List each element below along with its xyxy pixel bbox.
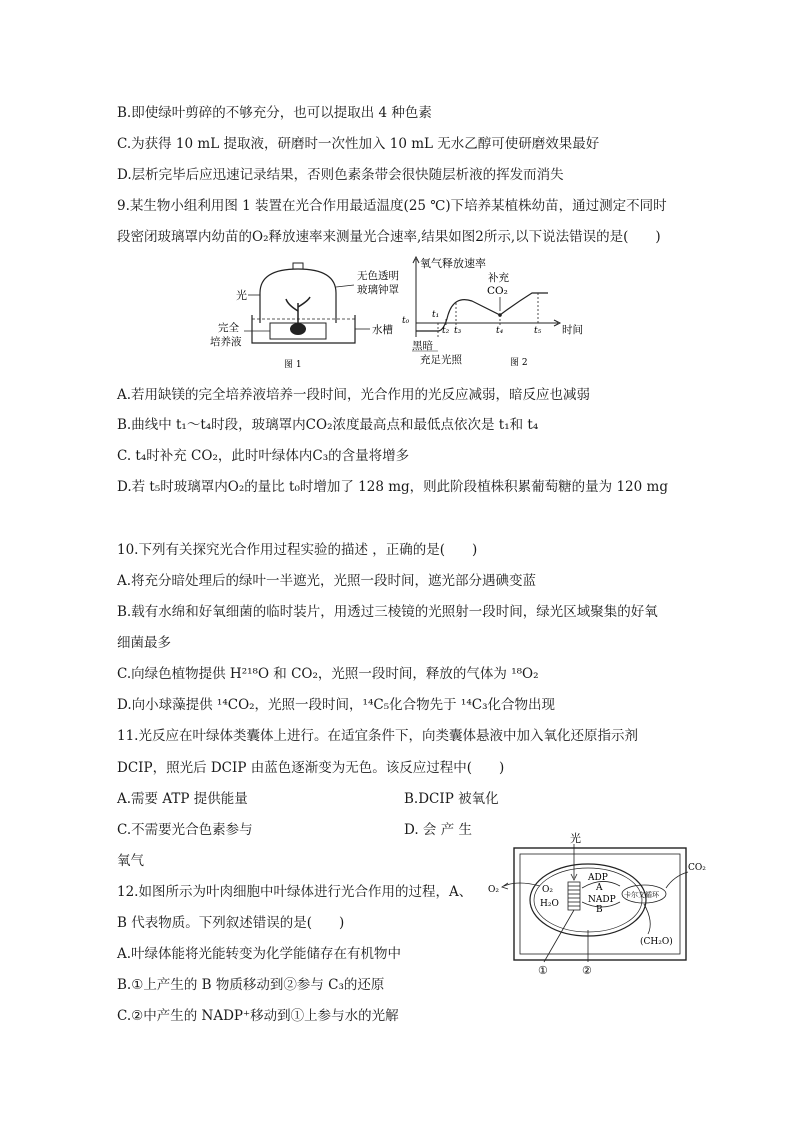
q9-stem-line1: 9.某生物小组利用图 1 装置在光合作用最适温度(25 ℃)下培养某植株幼苗，通过测定不同时 [117,198,667,214]
q10-option-a: A.将充分暗处理后的绿叶一半遮光，光照一段时间，遮光部分遇碘变蓝 [117,573,537,589]
diagram-o2-out-label: O₂ [488,885,499,895]
diagram-a-label: A [596,883,603,893]
fig2-y-axis-label: 氧气释放速率 [420,257,486,270]
q12-stem-line2: B 代表物质。下列叙述错误的是( ) [117,915,345,931]
diagram-marker-2: ② [582,964,592,977]
diagram-calvin-cycle-label: 卡尔文循环 [624,891,659,899]
fig1-cover-label-1: 无色透明 [357,270,399,282]
diagram-co2-label: CO₂ [688,863,706,873]
q8-option-c: C.为获得 10 mL 提取液，研磨时一次性加入 10 mL 无水乙醇可使研磨效果最好 [117,136,600,152]
fig1-nutrient-label-2: 培养液 [210,336,242,348]
fig2-co2-label-2: CO₂ [487,285,508,297]
q8-option-d: D.层析完毕后应迅速记录结果，否则色素条带会很快随层析液的挥发而消失 [117,167,564,183]
q10-option-c: C.向绿色植物提供 H²¹⁸O 和 CO₂，光照一段时间，释放的气体为 ¹⁸O₂ [117,666,539,682]
fig2-t1-label: t₁ [432,310,440,320]
q11-stem-line2: DCIP，照光后 DCIP 由蓝色逐渐变为无色。该反应过程中( ) [117,760,505,776]
q12-stem-line1: 12.如图所示为叶肉细胞中叶绿体进行光合作用的过程，A、 [117,884,473,900]
q10-stem: 10.下列有关探究光合作用过程实验的描述 ，正确的是( ) [117,542,478,558]
q12-chloroplast-diagram [484,830,716,980]
diagram-light-label: 光 [570,832,581,845]
fig1-light-label: 光 [236,289,247,302]
q11-option-a: A.需要 ATP 提供能量 [117,791,248,807]
q9-option-b: B.曲线中 t₁～t₄时段，玻璃罩内CO₂浓度最高点和最低点依次是 t₁和 t₄ [117,417,539,433]
fig2-light-label: 充足光照 [420,354,462,366]
q11-option-d-continued: 氧气 [117,853,144,869]
fig2-caption: 图 2 [510,358,528,368]
q10-option-d: D.向小球藻提供 ¹⁴CO₂，光照一段时间，¹⁴C₅化合物先于 ¹⁴C₃化合物出现 [117,697,555,713]
fig2-t4-label: t₄ [496,326,504,336]
q12-option-a: A.叶绿体能将光能转变为化学能储存在有机物中 [117,946,402,962]
fig1-caption: 图 1 [284,360,302,370]
q12-option-c: C.②中产生的 NADP⁺移动到①上参与水的光解 [117,1008,399,1024]
fig2-x-axis-label: 时间 [562,324,583,336]
fig2-co2-label-1: 补充 [488,272,509,284]
q8-option-b: B.即使绿叶剪碎的不够充分，也可以提取出 4 种色素 [117,105,432,121]
diagram-ch2o-label: (CH₂O) [640,937,673,947]
q9-option-c: C. t₄时补充 CO₂，此时叶绿体内C₃的含量将增多 [117,448,410,464]
fig1-cover-label-2: 玻璃钟罩 [357,284,399,296]
fig2-t5-label: t₅ [534,326,542,336]
fig2-t3-label: t₃ [454,326,462,336]
q10-option-b-line2: 细菌最多 [117,635,171,651]
q11-option-c: C.不需要光合色素参与 [117,822,253,838]
q9-figure-2 [398,253,598,373]
diagram-h2o-label: H₂O [540,899,559,909]
fig2-t2-label: t₂ [442,326,450,336]
q9-option-d: D.若 t₅时玻璃罩内O₂的量比 t₀时增加了 128 mg，则此阶段植株积累葡萄糖的量为 120 mg [117,479,668,495]
q11-option-d: D. 会 产 生 [404,822,473,838]
q12-option-b: B.①上产生的 B 物质移动到②参与 C₃的还原 [117,977,385,993]
fig2-dark-label: 黑暗 [412,340,433,352]
grana-stack-icon [568,882,580,910]
q11-stem-line1: 11.光反应在叶绿体类囊体上进行。在适宜条件下，向类囊体悬液中加入氧化还原指示剂 [117,728,638,744]
diagram-o2-in-label: O₂ [542,885,553,895]
fig2-t0-label: t₀ [402,316,410,326]
diagram-adp-label: ADP [588,873,608,883]
fig1-nutrient-label-1: 完全 [218,322,239,334]
diagram-marker-1: ① [538,964,548,977]
diagram-nadp-label: NADP [588,895,616,905]
diagram-b-label: B [596,905,603,915]
q11-option-b: B.DCIP 被氧化 [404,791,499,807]
q9-option-a: A.若用缺镁的完全培养液培养一段时间，光合作用的光反应减弱，暗反应也减弱 [117,387,591,403]
q9-figure-1 [200,255,400,375]
fig1-tank-label: 水槽 [372,324,393,336]
q10-option-b-line1: B.载有水绵和好氧细菌的临时装片，用透过三棱镜的光照射一段时间，绿光区域聚集的好氧 [117,604,658,620]
q9-stem-line2: 段密闭玻璃罩内幼苗的O₂释放速率来测量光合速率,结果如图2所示,以下说法错误的是( ) [117,229,661,245]
